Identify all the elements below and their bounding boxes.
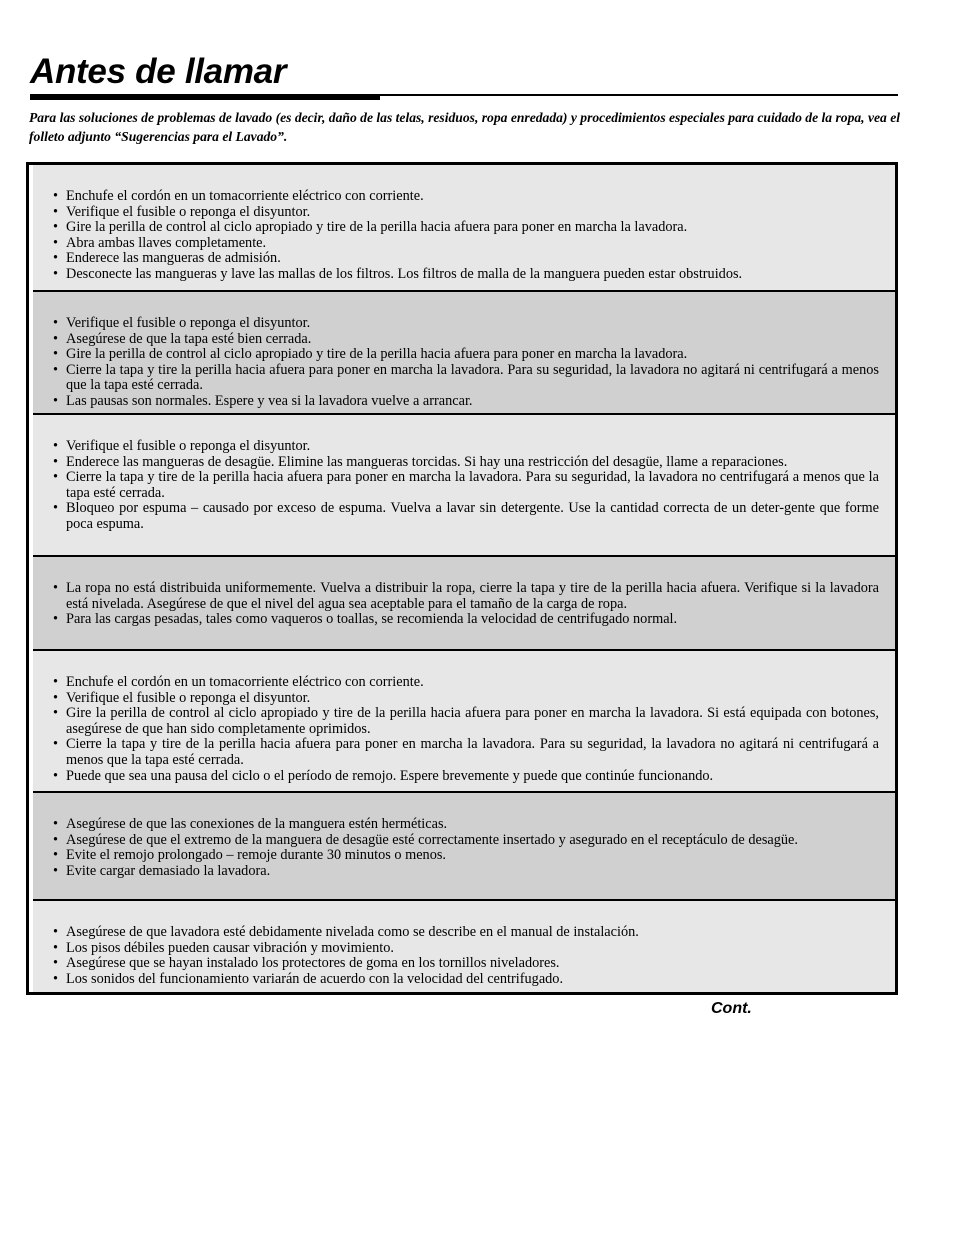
table-row [33,415,895,557]
continued-label: Cont. [711,1000,752,1017]
list-item: • Gire la perilla de control al ciclo apropiado y tire de la perilla hacia afuera para poner en marcha la lavadora. Si está equipada con botones, asegúrese de que han sido completamente oprimidos. [53,706,879,737]
list-item: • Verifique el fusible o reponga el disyuntor. [53,691,879,707]
list-item: • Enchufe el cordón en un tomacorriente eléctrico con corriente. [53,189,879,205]
list-item: • Abra ambas llaves completamente. [53,236,879,252]
list-item: • Desconecte las mangueras y lave las mallas de los filtros. Los filtros de malla de la manguera pueden estar obstruidos. [53,267,879,283]
list-item: • Gire la perilla de control al ciclo apropiado y tire de la perilla hacia afuera para poner en marcha la lavadora. [53,220,879,236]
bullet-list [53,675,879,784]
table-row [33,557,895,651]
table-row [33,165,895,292]
list-item: • Las pausas son normales. Espere y vea si la lavadora vuelve a arrancar. [53,394,879,410]
list-item: • Verifique el fusible o reponga el disyuntor. [53,439,879,455]
bullet-list [53,581,879,628]
list-item: • Para las cargas pesadas, tales como vaqueros o toallas, se recomienda la velocidad de centrifugado normal. [53,612,879,628]
page-title: Antes de llamar [30,52,287,91]
bullet-list [53,316,879,410]
list-item: • Cierre la tapa y tire la perilla hacia afuera para poner en marcha la lavadora. Para su seguridad, la lavadora no agitará ni centrifugará a menos que la tapa esté cerrada. [53,363,879,394]
list-item: • Asegúrese de que la tapa esté bien cerrada. [53,332,879,348]
list-item: • Enderece las mangueras de admisión. [53,251,879,267]
table-row [33,793,895,901]
list-item: • Puede que sea una pausa del ciclo o el período de remojo. Espere brevemente y puede que continúe funcionando. [53,769,879,785]
list-item: • Enchufe el cordón en un tomacorriente eléctrico con corriente. [53,675,879,691]
title-rule-accent [30,94,380,100]
troubleshooting-table [26,162,898,995]
intro-paragraph: Para las soluciones de problemas de lavado (es decir, daño de las telas, residuos, ropa enredada) y procedimientos especiales para cuidado de la ropa, vea el folleto adjunto “Sugerencias para el Lavado”. [29,110,901,144]
bullet-list [53,925,879,987]
table-row [33,901,895,992]
list-item: • Los pisos débiles pueden causar vibración y movimiento. [53,941,879,957]
list-item: • Verifique el fusible o reponga el disyuntor. [53,316,879,332]
list-item: • Los sonidos del funcionamiento variarán de acuerdo con la velocidad del centrifugado. [53,972,879,988]
list-item: • Gire la perilla de control al ciclo apropiado y tire de la perilla hacia afuera para poner en marcha la lavadora. [53,347,879,363]
list-item: • Bloqueo por espuma – causado por exceso de espuma. Vuelva a lavar sin detergente. Use la cantidad correcta de un deter-gente que forme poca espuma. [53,501,879,532]
list-item: • Asegúrese de que el extremo de la manguera de desagüe esté correctamente insertado y asegurado en el receptáculo de desagüe. [53,833,879,849]
table-row [33,292,895,415]
table-row [33,651,895,793]
list-item: • Evite el remojo prolongado – remoje durante 30 minutos o menos. [53,848,879,864]
list-item: • Evite cargar demasiado la lavadora. [53,864,879,880]
list-item: • Enderece las mangueras de desagüe. Elimine las mangueras torcidas. Si hay una restricción del desagüe, llame a reparaciones. [53,455,879,471]
list-item: • Asegúrese de que las conexiones de la manguera estén herméticas. [53,817,879,833]
bullet-list [53,189,879,283]
list-item: • Asegúrese que se hayan instalado los protectores de goma en los tornillos niveladores. [53,956,879,972]
list-item: • Verifique el fusible o reponga el disyuntor. [53,205,879,221]
list-item: • La ropa no está distribuida uniformemente. Vuelva a distribuir la ropa, cierre la tapa y tire de la perilla hacia afuera. Verifique si la lavadora está nivelada. Asegúrese de que el nivel del agua sea aceptable para el tamaño de la carga de ropa. [53,581,879,612]
bullet-list [53,817,879,879]
list-item: • Cierre la tapa y tire de la perilla hacia afuera para poner en marcha la lavadora. Para su seguridad, la lavadora no centrifugará a menos que la tapa esté cerrada. [53,470,879,501]
list-item: • Asegúrese de que lavadora esté debidamente nivelada como se describe en el manual de instalación. [53,925,879,941]
list-item: • Cierre la tapa y tire de la perilla hacia afuera para poner en marcha la lavadora. Para su seguridad, la lavadora no agitará ni centrifugará a menos que la tapa esté cerrada. [53,737,879,768]
bullet-list [53,439,879,533]
